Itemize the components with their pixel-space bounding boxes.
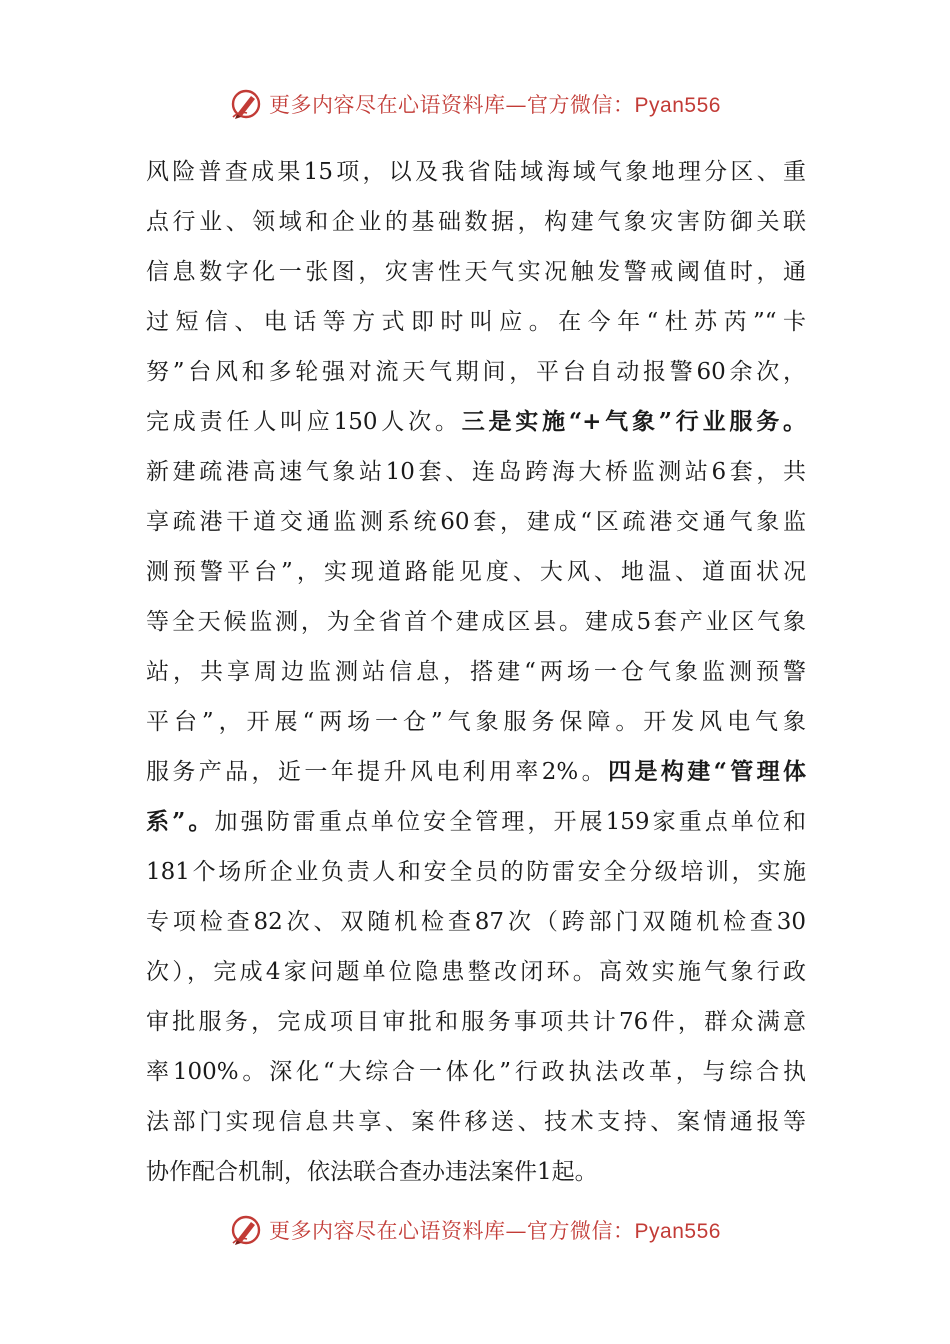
text-line — [146, 897, 806, 947]
text-segment: 次），完成4家问题单位隐患整改闭环。高效实施气象行政 — [146, 959, 806, 985]
text-segment: 点行业、领域和企业的基础数据，构建气象灾害防御关联 — [146, 209, 806, 235]
text-line — [146, 547, 806, 597]
text-line — [146, 497, 806, 547]
text-segment: 新建疏港高速气象站10套、连岛跨海大桥监测站6套，共 — [146, 459, 806, 485]
text-segment: 181个场所企业负责人和安全员的防雷安全分级培训，实施 — [146, 859, 806, 885]
footer-banner-inner — [229, 1213, 721, 1247]
text-segment: 等全天候监测，为全省首个建成区县。建成5套产业区气象 — [146, 609, 806, 635]
text-line — [146, 1097, 806, 1147]
text-line — [146, 997, 806, 1047]
text-line — [146, 297, 806, 347]
text-line — [146, 197, 806, 247]
pen-logo-icon — [229, 1213, 263, 1247]
text-segment: 努”台风和多轮强对流天气期间，平台自动报警60余次， — [146, 359, 806, 385]
text-segment: 审批服务，完成项目审批和服务事项共计76件，群众满意 — [146, 1009, 806, 1035]
footer-banner-text — [269, 1215, 721, 1245]
text-line — [146, 247, 806, 297]
pen-logo-icon — [229, 87, 263, 121]
text-line — [146, 147, 806, 197]
header-banner-text — [269, 89, 721, 119]
text-line — [146, 597, 806, 647]
text-segment: 法部门实现信息共享、案件移送、技术支持、案情通报等 — [146, 1109, 806, 1135]
text-line — [146, 697, 806, 747]
footer-banner — [0, 1210, 950, 1250]
text-line — [146, 1047, 806, 1097]
text-segment: 率100%。深化“大综合一体化”行政执法改革，与综合执 — [146, 1059, 806, 1085]
text-line — [146, 397, 806, 447]
bold-heading-segment: 系”。 — [146, 808, 215, 835]
text-segment: 完成责任人叫应150人次。 — [146, 409, 462, 435]
document-body — [146, 147, 806, 1197]
text-segment: 协作配合机制，依法联合查办违法案件1起。 — [146, 1159, 598, 1185]
header-banner-wechat: Pyan556 — [634, 94, 721, 117]
header-banner-label: 更多内容尽在心语资料库—官方微信： — [269, 93, 635, 117]
text-segment: 测预警平台”，实现道路能见度、大风、地温、道面状况 — [146, 559, 806, 585]
header-banner-inner — [229, 87, 721, 121]
text-line — [146, 647, 806, 697]
text-line — [146, 447, 806, 497]
text-segment: 享疏港干道交通监测系统60套，建成“区疏港交通气象监 — [146, 509, 806, 535]
text-segment: 加强防雷重点单位安全管理，开展159家重点单位和 — [214, 809, 806, 835]
text-line — [146, 947, 806, 997]
text-line — [146, 797, 806, 847]
header-banner — [0, 84, 950, 124]
text-segment: 站，共享周边监测站信息，搭建“两场一仓气象监测预警 — [146, 659, 806, 685]
text-segment: 信息数字化一张图，灾害性天气实况触发警戒阈值时，通 — [146, 259, 806, 285]
footer-banner-label: 更多内容尽在心语资料库—官方微信： — [269, 1219, 635, 1243]
footer-banner-wechat: Pyan556 — [634, 1220, 721, 1243]
bold-heading-segment: 四是构建“管理体 — [608, 758, 806, 785]
text-segment: 服务产品，近一年提升风电利用率2%。 — [146, 759, 609, 785]
text-segment: 平台”，开展“两场一仓”气象服务保障。开发风电气象 — [146, 709, 806, 735]
text-segment: 过短信、电话等方式即时叫应。在今年“杜苏芮”“卡 — [146, 309, 806, 335]
text-line — [146, 347, 806, 397]
text-line — [146, 1147, 806, 1197]
bold-heading-segment: 三是实施“+气象”行业服务。 — [461, 408, 806, 435]
text-line — [146, 847, 806, 897]
text-segment: 专项检查82次、双随机检查87次（跨部门双随机检查30 — [146, 909, 806, 935]
text-line — [146, 747, 806, 797]
text-segment: 风险普查成果15项，以及我省陆域海域气象地理分区、重 — [146, 159, 806, 185]
